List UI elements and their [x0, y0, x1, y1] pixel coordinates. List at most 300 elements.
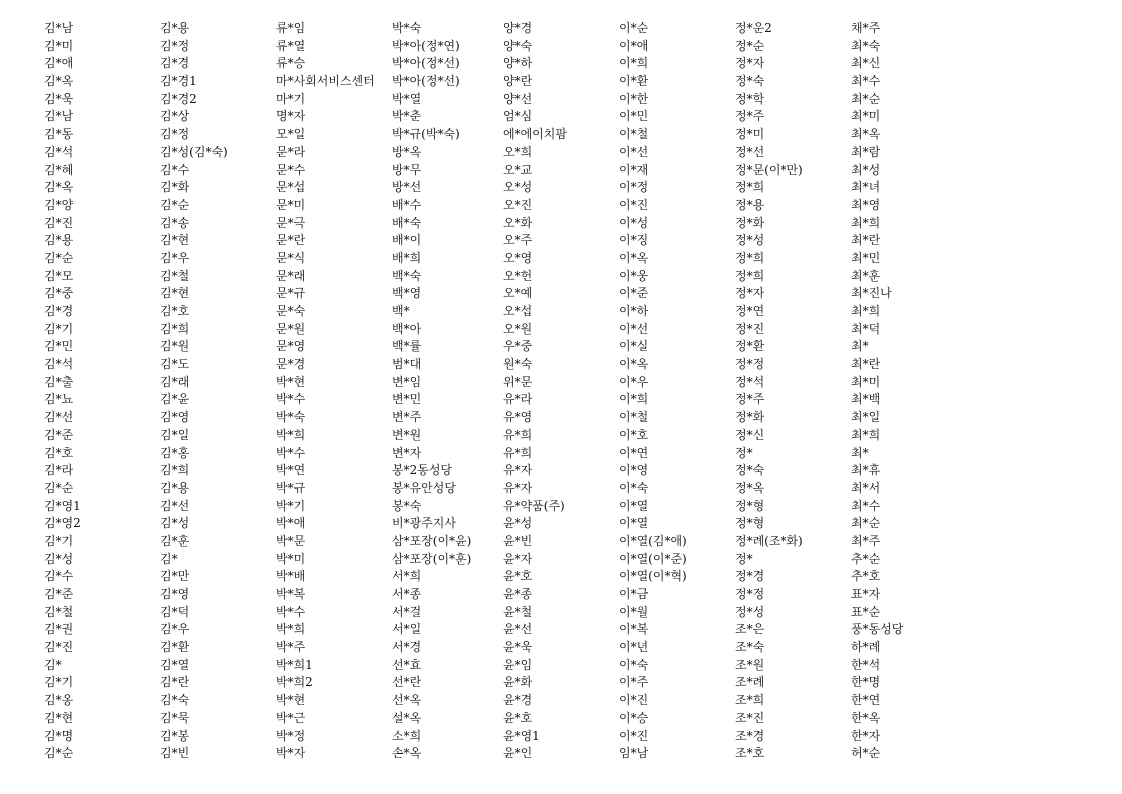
name-entry: 배*수: [392, 197, 422, 212]
name-entry: 방*옥: [392, 144, 422, 159]
name-entry: 조*례: [735, 675, 765, 690]
name-entry: 김*선: [44, 410, 74, 425]
name-entry: 이*철: [619, 127, 649, 142]
name-entry: 표*자: [851, 587, 881, 601]
name-entry: 윤*임: [503, 657, 533, 672]
name-entry: 박*희: [276, 427, 306, 442]
name-entry: 이*웅: [619, 268, 649, 283]
name-entry: 방*선: [392, 180, 422, 195]
name-entry: 유*자: [503, 463, 533, 478]
name-entry: 이*재: [619, 162, 649, 177]
name-entry: 설*옥: [392, 710, 422, 725]
name-entry: 위*문: [503, 374, 533, 389]
name-entry: 최*란: [851, 357, 881, 372]
name-entry: 최*휴: [851, 463, 881, 478]
name-entry: 김*묵: [160, 710, 190, 725]
name-entry: 박*희2: [276, 675, 313, 690]
name-entry: 문*미: [276, 197, 306, 212]
name-entry: 박*아(정*선): [392, 56, 460, 71]
name-entry: 서*종: [392, 587, 422, 601]
name-entry: 정*연: [735, 304, 765, 318]
name-entry: 마*사회서비스센터: [276, 74, 375, 89]
name-entry: 정*문(이*만): [735, 162, 803, 177]
name-entry: 봉*숙: [392, 498, 422, 513]
name-entry: 이*금: [619, 587, 649, 601]
name-entry: 류*승: [276, 56, 306, 71]
name-entry: 정*희: [735, 180, 765, 195]
name-entry: 이*준: [619, 286, 649, 301]
name-entry: 백*: [392, 304, 410, 318]
name-entry: 윤*욱: [503, 640, 533, 655]
name-entry: 한*자: [851, 728, 881, 743]
name-entry: 이*환: [619, 74, 649, 89]
name-entry: 김*철: [160, 268, 190, 283]
name-entry: 한*명: [851, 675, 881, 690]
name-entry: 김*화: [160, 180, 190, 195]
name-entry: 김*준: [44, 427, 74, 442]
name-entry: 정*석: [735, 374, 765, 389]
name-entry: 한*옥: [851, 710, 881, 725]
name-entry: 김*원: [160, 339, 190, 354]
name-entry: 김*경: [44, 304, 74, 318]
name-entry: 김*민: [44, 339, 74, 354]
name-entry: 김*덕: [160, 604, 190, 619]
name-entry: 양*하: [503, 56, 533, 71]
name-entry: 김*현: [160, 286, 190, 301]
name-entry: 김*순: [160, 197, 190, 212]
name-entry: 정*성: [735, 604, 765, 619]
name-entry: 문*영: [276, 339, 306, 354]
name-entry: 김*윤: [160, 392, 190, 407]
name-entry: 박*수: [276, 604, 306, 619]
name-entry: 최*순: [851, 516, 881, 531]
name-entry: 최*백: [851, 392, 881, 407]
name-entry: 김*상: [160, 109, 190, 124]
name-entry: 김*열: [160, 657, 190, 672]
name-entry: 박*아(정*연): [392, 38, 460, 53]
name-entry: 이*진: [619, 197, 649, 212]
name-entry: 배*숙: [392, 215, 422, 230]
name-entry: 변*원: [392, 427, 422, 442]
name-entry: 조*은: [735, 622, 765, 637]
name-entry: 이*진: [619, 693, 649, 708]
name-entry: 김*정: [160, 38, 190, 53]
name-entry: 문*극: [276, 215, 306, 230]
name-entry: 김*기: [44, 321, 74, 336]
name-entry: 문*숙: [276, 304, 306, 318]
name-entry: 정*화: [735, 215, 765, 230]
name-entry: 양*숙: [503, 38, 533, 53]
name-entry: 김*빈: [160, 746, 190, 761]
name-entry: 이*숙: [619, 480, 649, 495]
name-entry: 정*자: [735, 286, 765, 301]
name-entry: 김*준: [44, 587, 74, 601]
name-entry: 김*희: [160, 463, 190, 478]
name-entry: 김*미: [44, 38, 74, 53]
name-entry: 박*현: [276, 693, 306, 708]
name-entry: 최*민: [851, 250, 881, 265]
name-entry: 추*순: [851, 551, 881, 566]
name-entry: 김*봉: [160, 728, 190, 743]
name-entry: 김*숙: [160, 693, 190, 708]
name-entry: 오*화: [503, 215, 533, 230]
name-entry: 최*미: [851, 374, 881, 389]
name-entry: 범*대: [392, 357, 422, 372]
name-entry: 봉*유안성당: [392, 480, 456, 495]
name-entry: 윤*호: [503, 569, 533, 584]
name-entry: 김*기: [44, 533, 74, 548]
name-entry: 최*희: [851, 427, 881, 442]
name-entry: 최*숙: [851, 38, 881, 53]
name-entry: 유*희: [503, 427, 533, 442]
name-entry: 이*한: [619, 91, 649, 106]
name-entry: 김*성: [160, 516, 190, 531]
name-entry: 이*복: [619, 622, 649, 637]
name-entry: 선*란: [392, 675, 422, 690]
name-entry: 양*경: [503, 21, 533, 35]
name-entry: 정*주: [735, 392, 765, 407]
name-entry: 이*호: [619, 427, 649, 442]
name-entry: 추*호: [851, 569, 881, 584]
name-entry: 오*성: [503, 180, 533, 195]
name-entry: 김*옥: [44, 74, 74, 89]
name-entry: 김*희: [160, 321, 190, 336]
name-entry: 김*일: [160, 427, 190, 442]
name-entry: 조*진: [735, 710, 765, 725]
name-entry: 변*주: [392, 410, 422, 425]
name-entry: 김*래: [160, 374, 190, 389]
name-entry: 박*수: [276, 392, 306, 407]
name-entry: 배*희: [392, 250, 422, 265]
name-entry: 오*교: [503, 162, 533, 177]
name-entry: 박*자: [276, 746, 306, 761]
name-entry: 이*숙: [619, 657, 649, 672]
name-entry: 김*뇨: [44, 392, 74, 407]
name-entry: 이*옥: [619, 357, 649, 372]
name-entry: 이*열(김*애): [619, 533, 687, 548]
name-entry: 정*주: [735, 109, 765, 124]
name-entry: 박*기: [276, 498, 306, 513]
name-entry: 김*선: [160, 498, 190, 513]
name-entry: 이*승: [619, 710, 649, 725]
name-entry: 최*수: [851, 74, 881, 89]
name-entry: 김*경2: [160, 91, 197, 106]
name-entry: 김*란: [160, 675, 190, 690]
name-entry: 오*원: [503, 321, 533, 336]
name-entry: 박*정: [276, 728, 306, 743]
name-entry: 오*헌: [503, 268, 533, 283]
name-entry: 모*일: [276, 127, 306, 142]
name-entry: 정*: [735, 445, 753, 460]
name-entry: 윤*자: [503, 551, 533, 566]
name-entry: 소*희: [392, 728, 422, 743]
name-entry: 양*선: [503, 91, 533, 106]
name-entry: 정*경: [735, 569, 765, 584]
name-entry: 김*영1: [44, 498, 81, 513]
name-entry: 정*선: [735, 144, 765, 159]
name-entry: 박*현: [276, 374, 306, 389]
name-entry: 최*희: [851, 304, 881, 318]
name-entry: 이*순: [619, 21, 649, 35]
name-entry: 박*연: [276, 463, 306, 478]
name-entry: 문*섭: [276, 180, 306, 195]
name-entry: 이*애: [619, 38, 649, 53]
name-entry: 오*희: [503, 144, 533, 159]
name-entry: 정*숙: [735, 463, 765, 478]
name-entry: 김*영2: [44, 516, 81, 531]
name-entry: 최*주: [851, 533, 881, 548]
name-entry: 김*권: [44, 622, 74, 637]
name-entry: 윤*인: [503, 746, 533, 761]
name-entry: 방*무: [392, 162, 422, 177]
name-entry: 박*희: [276, 622, 306, 637]
name-entry: 이*열(이*준): [619, 551, 687, 566]
name-entry: 김*우: [160, 622, 190, 637]
name-entry: 허*순: [851, 746, 881, 761]
name-entry: 이*옥: [619, 250, 649, 265]
name-entry: 이*실: [619, 339, 649, 354]
name-entry: 김*우: [160, 250, 190, 265]
name-entry: 유*자: [503, 480, 533, 495]
name-entry: 마*기: [276, 91, 306, 106]
name-entry: 김*수: [160, 162, 190, 177]
name-entry: 서*경: [392, 640, 422, 655]
name-entry: 최*성: [851, 162, 881, 177]
name-entry: 박*춘: [392, 109, 422, 124]
name-entry: 박*주: [276, 640, 306, 655]
name-entry: 서*일: [392, 622, 422, 637]
name-entry: 이*열: [619, 516, 649, 531]
name-entry: 윤*화: [503, 675, 533, 690]
name-entry: 김*중: [44, 286, 74, 301]
name-entry: 서*걸: [392, 604, 422, 619]
name-entry: 윤*철: [503, 604, 533, 619]
name-entry: 김*송: [160, 215, 190, 230]
name-entry: 김*정: [160, 127, 190, 142]
name-entry: 이*민: [619, 109, 649, 124]
name-entry: 선*효: [392, 657, 422, 672]
name-entry: 김*철: [44, 604, 74, 619]
name-entry: 김*호: [160, 304, 190, 318]
name-entry: 김*진: [44, 640, 74, 655]
name-entry: 변*민: [392, 392, 422, 407]
name-entry: 정*운2: [735, 21, 772, 35]
name-entry: 윤*경: [503, 693, 533, 708]
name-entry: 명*자: [276, 109, 306, 124]
name-entry: 이*희: [619, 56, 649, 71]
name-entry: 김*남: [44, 109, 74, 124]
name-entry: 류*임: [276, 21, 306, 35]
name-entry: 백*아: [392, 321, 422, 336]
name-entry: 오*예: [503, 286, 533, 301]
name-entry: 김*진: [44, 215, 74, 230]
name-entry: 김*모: [44, 268, 74, 283]
name-entry: 봉*2동성당: [392, 463, 453, 478]
name-entry: 이*진: [619, 728, 649, 743]
name-entry: 박*애: [276, 516, 306, 531]
name-entry: 김*현: [160, 233, 190, 248]
name-entry: 김*순: [44, 746, 74, 761]
name-entry: 최*: [851, 339, 869, 354]
name-entry: 서*희: [392, 569, 422, 584]
name-entry: 변*임: [392, 374, 422, 389]
name-entry: 문*란: [276, 233, 306, 248]
name-entry: 정*학: [735, 91, 765, 106]
name-entry: 정*환: [735, 339, 765, 354]
name-entry: 김*남: [44, 21, 74, 35]
name-entry: 김*라: [44, 463, 74, 478]
name-entry: 정*희: [735, 268, 765, 283]
name-entry: 최*희: [851, 215, 881, 230]
name-entry: 정*신: [735, 427, 765, 442]
name-entry: 박*규(박*숙): [392, 127, 460, 142]
name-entry: 선*옥: [392, 693, 422, 708]
name-entry: 채*주: [851, 21, 881, 35]
name-entry: 에*에이치팜: [503, 127, 567, 142]
name-entry: 조*숙: [735, 640, 765, 655]
name-entry: 삼*포장(이*윤): [392, 533, 472, 548]
name-entry: 정*용: [735, 197, 765, 212]
name-entry: 김*영: [160, 410, 190, 425]
name-entry: 이*연: [619, 445, 649, 460]
name-entry: 변*자: [392, 445, 422, 460]
name-entry: 정*형: [735, 516, 765, 531]
name-entry: 김*혜: [44, 162, 74, 177]
name-entry: 문*원: [276, 321, 306, 336]
name-entry: 윤*영1: [503, 728, 540, 743]
name-entry: 김*명: [44, 728, 74, 743]
name-entry: 최*일: [851, 410, 881, 425]
name-entry: 이*하: [619, 304, 649, 318]
name-entry: 김*도: [160, 357, 190, 372]
name-entry: 박*배: [276, 569, 306, 584]
name-entry: 김*현: [44, 710, 74, 725]
name-entry: 김*석: [44, 357, 74, 372]
name-entry: 김*석: [44, 144, 74, 159]
name-entry: 오*진: [503, 197, 533, 212]
name-entry: 김*성(김*숙): [160, 144, 228, 159]
name-entry: 김*옹: [44, 693, 74, 708]
name-entry: 김*영: [160, 587, 190, 601]
name-entry: 조*희: [735, 693, 765, 708]
name-entry: 최*녀: [851, 180, 881, 195]
name-entry: 이*월: [619, 604, 649, 619]
name-entry: 오*주: [503, 233, 533, 248]
name-entry: 김*출: [44, 374, 74, 389]
name-entry: 정*순: [735, 38, 765, 53]
name-entry: 유*희: [503, 445, 533, 460]
name-entry: 유*라: [503, 392, 533, 407]
name-entry: 하*례: [851, 640, 881, 655]
name-entry: 오*영: [503, 250, 533, 265]
name-entry: 최*훈: [851, 268, 881, 283]
name-entry: 박*문: [276, 533, 306, 548]
name-entry: 윤*빈: [503, 533, 533, 548]
name-entry: 표*순: [851, 604, 881, 619]
name-entry: 정*진: [735, 321, 765, 336]
name-entry: 김*옥: [44, 180, 74, 195]
name-entry: 양*란: [503, 74, 533, 89]
name-entry: 조*호: [735, 746, 765, 761]
name-entry: 이*철: [619, 410, 649, 425]
name-entry: 박*근: [276, 710, 306, 725]
name-entry: 배*이: [392, 233, 422, 248]
name-entry: 비*광주지사: [392, 516, 456, 531]
name-entry: 이*선: [619, 321, 649, 336]
name-entry: 문*규: [276, 286, 306, 301]
name-entry: 김*경: [160, 56, 190, 71]
name-entry: 조*경: [735, 728, 765, 743]
name-entry: 최*미: [851, 109, 881, 124]
name-entry: 김*성: [44, 551, 74, 566]
name-entry: 백*숙: [392, 268, 422, 283]
name-entry: 정*: [735, 551, 753, 566]
name-entry: 삼*포장(이*훈): [392, 551, 472, 566]
name-entry: 최*수: [851, 498, 881, 513]
name-entry: 최*덕: [851, 321, 881, 336]
name-entry: 김*용: [160, 480, 190, 495]
name-entry: 김*: [160, 551, 178, 566]
name-entry: 김*훈: [160, 533, 190, 548]
name-entry: 김*순: [44, 250, 74, 265]
name-entry: 유*영: [503, 410, 533, 425]
name-entry: 윤*선: [503, 622, 533, 637]
name-entry: 박*아(정*선): [392, 74, 460, 89]
name-entry: 최*서: [851, 480, 881, 495]
name-entry: 이*성: [619, 215, 649, 230]
name-entry: 박*열: [392, 91, 422, 106]
name-entry: 김*기: [44, 675, 74, 690]
name-entry: 한*연: [851, 693, 881, 708]
name-entry: 최*람: [851, 144, 881, 159]
name-entry: 박*규: [276, 480, 306, 495]
name-entry: 정*정: [735, 587, 765, 601]
name-entry: 김*홍: [160, 445, 190, 460]
name-entry: 오*섭: [503, 304, 533, 318]
name-entry: 박*복: [276, 587, 306, 601]
name-entry: 김*욱: [44, 91, 74, 106]
name-entry: 김*경1: [160, 74, 197, 89]
name-entry: 최*순: [851, 91, 881, 106]
name-entry: 윤*호: [503, 710, 533, 725]
name-entry: 김*환: [160, 640, 190, 655]
name-entry: 임*남: [619, 746, 649, 761]
name-entry: 최*영: [851, 197, 881, 212]
name-entry: 정*숙: [735, 74, 765, 89]
name-entry: 최*진나: [851, 286, 892, 301]
name-entry: 정*정: [735, 357, 765, 372]
name-entry: 풍*동성당: [851, 622, 904, 637]
name-entry: 이*열(이*혁): [619, 569, 687, 584]
name-entry: 최*란: [851, 233, 881, 248]
name-entry: 원*숙: [503, 357, 533, 372]
name-entry: 박*숙: [392, 21, 422, 35]
name-entry: 김*애: [44, 56, 74, 71]
name-entry: 이*년: [619, 640, 649, 655]
name-entry: 백*률: [392, 339, 422, 354]
name-entry: 문*래: [276, 268, 306, 283]
name-entry: 박*숙: [276, 410, 306, 425]
name-entry: 정*자: [735, 56, 765, 71]
name-entry: 정*형: [735, 498, 765, 513]
name-entry: 김*: [44, 657, 62, 672]
name-entry: 정*성: [735, 233, 765, 248]
name-entry: 이*선: [619, 144, 649, 159]
name-entry: 이*정: [619, 180, 649, 195]
name-entry: 김*용: [160, 21, 190, 35]
name-entry: 우*중: [503, 339, 533, 354]
name-entry: 윤*종: [503, 587, 533, 601]
